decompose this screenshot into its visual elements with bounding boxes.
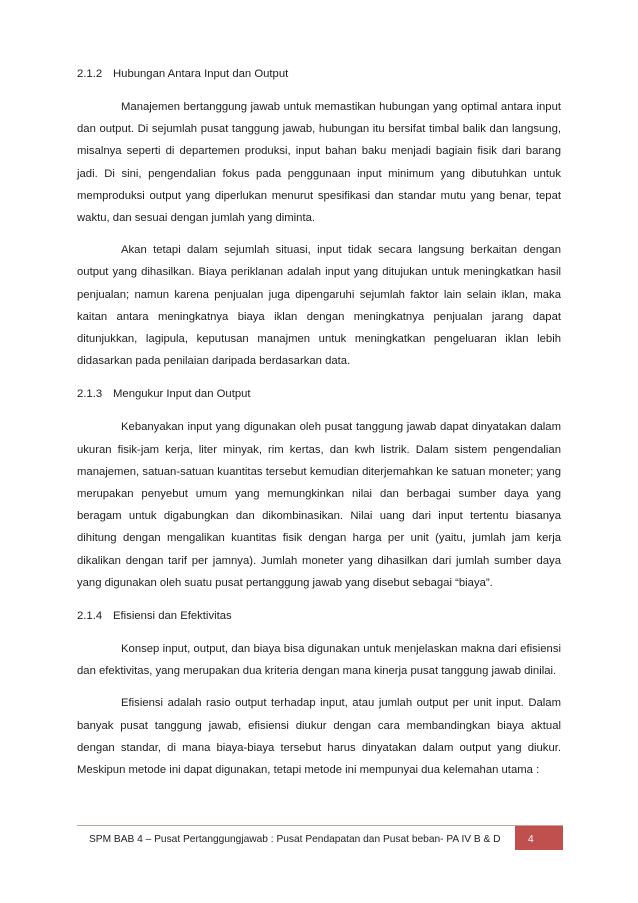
- section-number: 2.1.4: [77, 610, 103, 623]
- section-title: Hubungan Antara Input dan Output: [113, 68, 289, 80]
- footer-rule: [77, 825, 563, 826]
- section-title: Mengukur Input dan Output: [113, 388, 251, 401]
- body-paragraph: Efisiensi adalah rasio output terhadap input, atau jumlah output per unit input. Dalam banyak pusat tanggung jawab, efisiensi diukur dengan cara membandingkan biaya aktual dengan standar, di mana biaya-biaya tersebut harus dinyatakan dalam output yang diukur. Meskipun metode ini dapat digunakan, tetapi metode ini mempunyai dua kelemahan utama :: [77, 697, 561, 777]
- document-page: [77, 66, 561, 781]
- body-paragraph: Kebanyakan input yang digunakan oleh pusat tanggung jawab dapat dinyatakan dalam ukuran fisik-jam kerja, liter minyak, rim kertas, dan kwh listrik. Dalam sistem pengendalian manajemen, satuan-satuan kuantitas tersebut kemudian diterjemahkan ke satuan moneter; yang merupakan penyebut umum yang memungkinkan nilai dan berbagai sumber daya yang beragam untuk digabungkan dan dikombinasikan. Nilai uang dari input tertentu biasanya dihitung dengan mengalikan kuantitas fisik dengan harga per unit (yaitu, jumlah jam kerja dikalikan dengan tarif per jamnya). Jumlah moneter yang dihasilkan dari jumlah sumber daya yang digunakan oleh suatu pusat pertanggung jawab yang disebut sebagai “biaya”.: [77, 421, 561, 589]
- section-title: Efisiensi dan Efektivitas: [113, 610, 232, 623]
- page-number: 4: [528, 834, 534, 845]
- body-paragraph: Akan tetapi dalam sejumlah situasi, input tidak secara langsung berkaitan dengan output yang dihasilkan. Biaya periklanan adalah input yang ditujukan untuk meningkatkan hasil penjualan; namun karena penjualan juga dipengaruhi sejumlah faktor lain selain iklan, maka kaitan antara meningkatnya biaya iklan dengan meningkatnya penjualan jarang dapat ditunjukkan, lagipula, keputusan manajmen untuk meningkatkan pengeluaran iklan lebih didasarkan pada penilaian daripada berdasarkan data.: [77, 244, 561, 368]
- section-heading: [77, 608, 561, 624]
- section-number: 2.1.3: [77, 388, 103, 401]
- page-number-box: [515, 826, 563, 850]
- body-paragraph: Manajemen bertanggung jawab untuk memastikan hubungan yang optimal antara input dan output. Di sejumlah pusat tanggung jawab, hubungan itu bersifat timbal balik dan langsung, misalnya seperti di departemen produksi, input bahan baku menjadi bagiain fisik dari barang jadi. Di sini, pengendalian fokus pada penggunaan input minimum yang dibutuhkan untuk memproduksi output yang diperlukan menurut spesifikasi dan standar mutu yang benar, tepat waktu, dan sesuai dengan jumlah yang diminta.: [77, 101, 561, 225]
- section-heading: [77, 66, 561, 82]
- section-heading: [77, 386, 561, 402]
- body-paragraph: Konsep input, output, dan biaya bisa digunakan untuk menjelaskan makna dari efisiensi dan efektivitas, yang merupakan dua kriteria dengan mana kinerja pusat tanggung jawab dinilai.: [77, 643, 561, 678]
- section-number: 2.1.2: [77, 68, 103, 80]
- footer-text: SPM BAB 4 – Pusat Pertanggungjawab : Pusat Pendapatan dan Pusat beban- PA IV B & D: [89, 834, 501, 845]
